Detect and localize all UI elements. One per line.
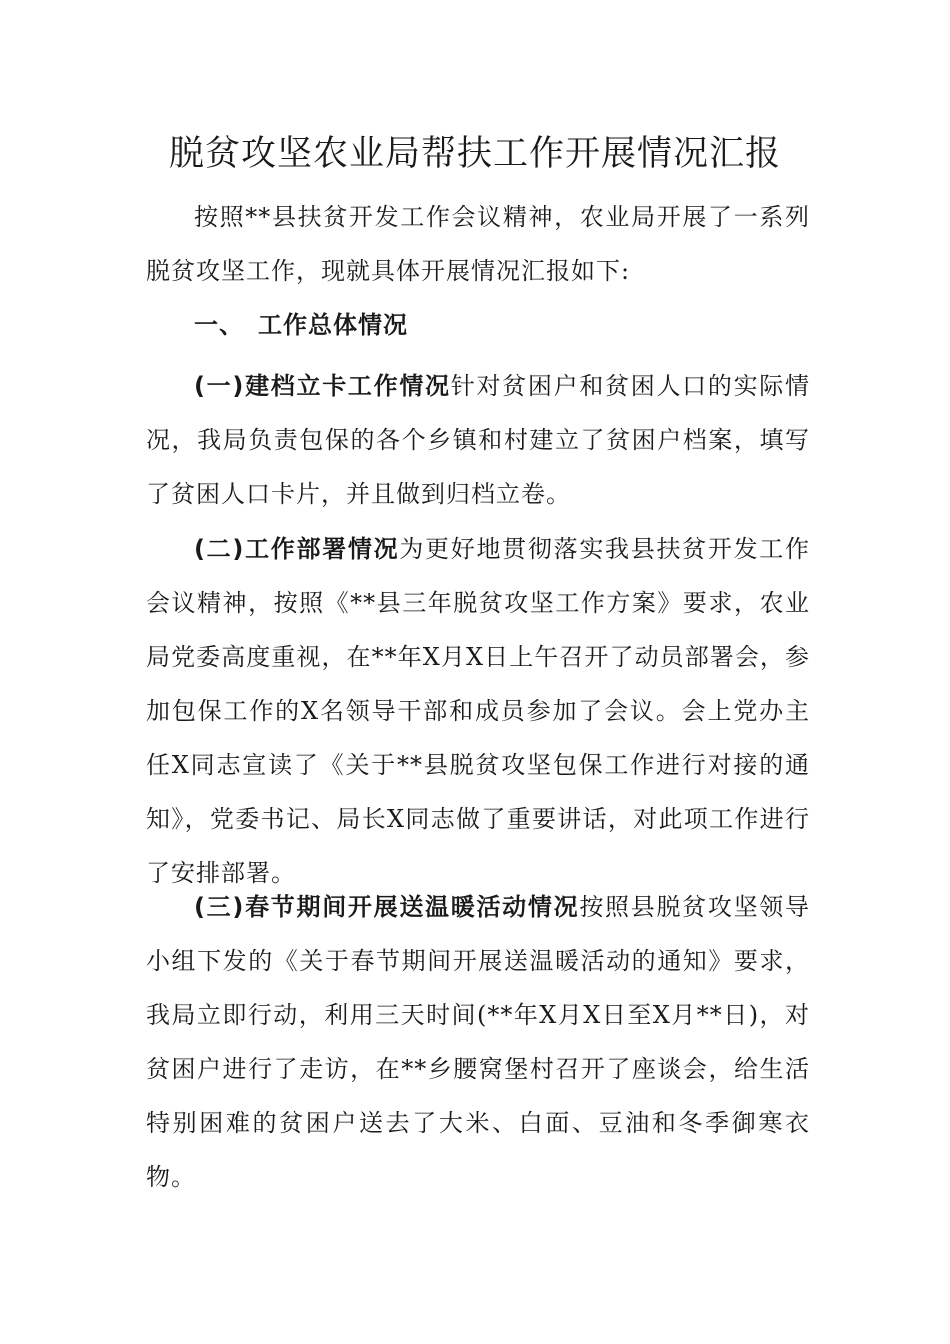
section-heading-1 [194, 298, 794, 352]
section-number: 一、 [194, 311, 244, 339]
item-text-3: 按照县脱贫攻坚领导小组下发的《关于春节期间开展送温暖活动的通知》要求，我局立即行动，利用三天时间(**年X月X日至X月**日)，对贫困户进行了走访，在**乡腰窝堡村召开了座谈会，给生活特别困难的贫困户送去了大米、白面、豆油和冬季御寒衣物。 [146, 893, 810, 1191]
document-title: 脱贫攻坚农业局帮扶工作开展情况汇报 [168, 134, 781, 174]
item-heading-2: (二)工作部署情况 [194, 535, 400, 563]
item-heading-1: (一)建档立卡工作情况 [194, 372, 451, 400]
item-text-1: 针对贫困户和贫困人口的实际情况，我局负责包保的各个乡镇和村建立了贫困户档案，填写了贫困人口卡片，并且做到归档立卷。 [146, 372, 811, 508]
item-heading-3: (三)春节期间开展送温暖活动情况 [194, 893, 580, 921]
item-text-2: 为更好地贯彻落实我县扶贫开发工作会议精神，按照《**县三年脱贫攻坚工作方案》要求，农业局党委高度重视，在**年X月X日上午召开了动员部署会，参加包保工作的X名领导干部和成员参加了会议。会上党办主任X同志宣读了《关于**县脱贫攻坚包保工作进行对接的通知》，党委书记、局长X同志做了重要讲话，对此项工作进行了安排部署。 [146, 535, 811, 887]
item-paragraph-2 [146, 522, 810, 900]
intro-paragraph: 按照**县扶贫开发工作会议精神，农业局开展了一系列脱贫攻坚工作，现就具体开展情况汇报如下: [146, 203, 810, 285]
item-paragraph-1 [146, 359, 810, 521]
section-title: 工作总体情况 [258, 311, 408, 339]
item-paragraph-3 [146, 880, 810, 1204]
